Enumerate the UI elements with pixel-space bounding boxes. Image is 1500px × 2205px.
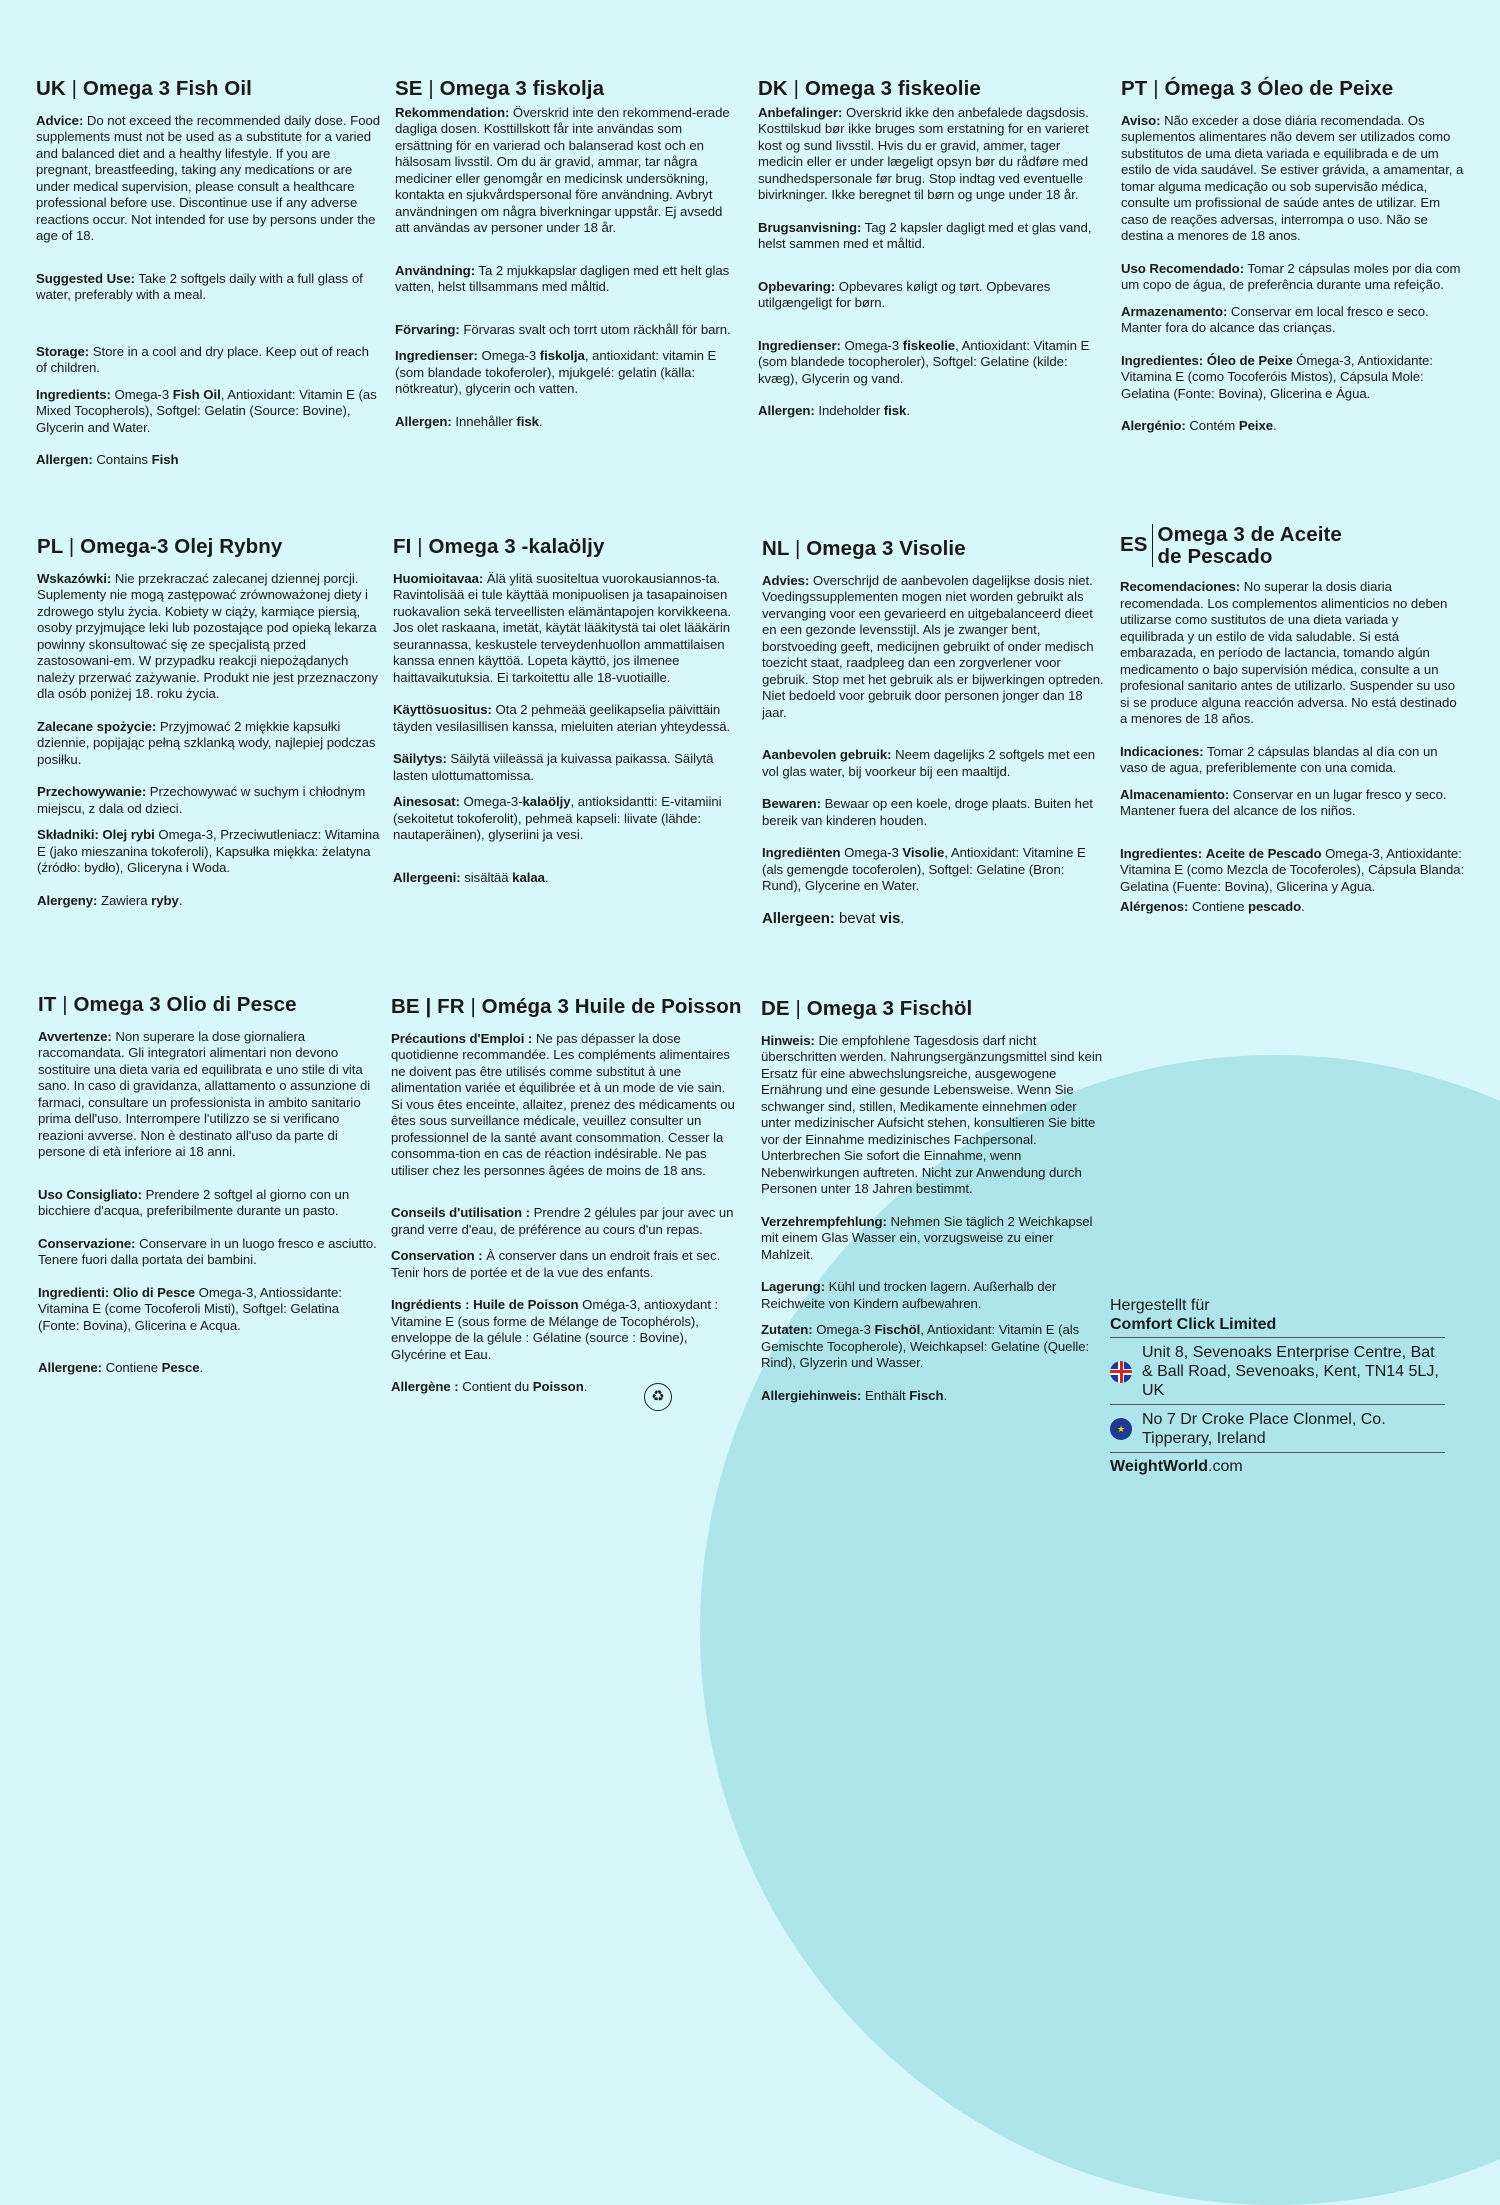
website[interactable]: WeightWorld.com: [1110, 1458, 1243, 1475]
panel-title: PL | Omega-3 Olej Rybny: [37, 535, 283, 558]
ingredients-section: Ingredientes: Aceite de Pescado Omega-3, Antioxidante: Vitamina E (como Mezcla de Tocoferoles), Cápsula Blanda: Gelatina (Fuente: Bovina), Glicerina y Agua.: [1120, 845, 1465, 894]
storage-section: Bewaren: Bewaar op een koele, droge plaats. Buiten het bereik van kinderen houden.: [762, 796, 1093, 828]
manufacturer-label: Hergestellt für: [1110, 1297, 1210, 1314]
use-section: Zalecane spożycie: Przyjmować 2 miękkie kapsułki dziennie, popijając pełną szklanką wody, najlepiej podczas posiłku.: [37, 718, 376, 767]
panel-nl: [762, 538, 1107, 927]
panel-title: PT | Ómega 3 Óleo de Peixe: [1121, 77, 1394, 100]
allergen-section: Allergen: Contains Fish: [36, 452, 179, 468]
advice-section: Avvertenze: Non superare la dose giornaliera raccomandata. Gli integratori alimentari non devono sostituire una dieta varia ed equilibrata e uno stile di vita sano. In caso di gravidanza, allattamento o assunzione di farmaci, consultare un professionista in ambito sanitario prima dell'uso. Interrompere l'utilizzo se si verificano reazioni avverse. Non è destinato all'uso da parte di persone di età inferiore ai 18 anni.: [38, 1028, 371, 1160]
allergen-section: Alérgenos: Contiene pescado.: [1120, 899, 1305, 915]
uk-flag-icon: [1110, 1361, 1132, 1383]
ingredients-section: Ingredienser: Omega-3 fiskeolie, Antioxidant: Vitamin E (som blandede tocopheroler), Softgel: Gelatine (kilde: kvæg), Glycerin og vand.: [758, 337, 1090, 386]
allergen-section: Allergeeni: sisältää kalaa.: [393, 869, 549, 885]
ingredients-section: Ainesosat: Omega-3-kalaöljy, antioksidantti: E-vitamiini (sekoitetut tokoferolit), pehmeä kapseli: liivate (lähde: nautaperäinen), glyseriini ja vesi.: [393, 794, 722, 843]
ingredients-section: Ingrédients : Huile de Poisson Oméga-3, antioxydant : Vitamine E (sous forme de Mélange de Tocophérols), enveloppe de la gélule : Gélatine (source : Bovine), Glycérine et Eau.: [391, 1297, 719, 1362]
panel-dk: [758, 78, 1103, 420]
use-section: Indicaciones: Tomar 2 cápsulas blandas al día con un vaso de agua, preferiblemente con una comida.: [1120, 743, 1438, 776]
advice-section: Recomendaciones: No superar la dosis diaria recomendada. Los complementos alimenticios no deben utilizarse como sustitutos de una dieta variada y equilibrada y un estilo de vida saludable. Si está embarazada, en período de lactancia, tomando algún medicamento o bajo supervisión médica, consulte a un profesional sanitario antes de utilizarlo. Suspender su uso si se produce alguna reacción adversa. No está destinado a menores de 18 años.: [1120, 579, 1457, 727]
advice-section: Aviso: Não exceder a dose diária recomendada. Os suplementos alimentares não devem ser utilizados como substitutos de uma dieta variada e equilibrada e de um estilo de vida saudável. Se estiver grávida, a amamentar, a tomar alguma medicação ou sob supervisão médica, consulte um profissional de saúde antes de utilizar. Em caso de reações adversas, interrompa o uso. Não se destina a menores de 18 anos.: [1121, 112, 1464, 244]
allergen-section: Allergen: Innehåller fisk.: [395, 413, 543, 429]
panel-es: [1120, 524, 1465, 916]
storage-section: Storage: Store in a cool and dry place. Keep out of reach of children.: [36, 343, 369, 376]
storage-section: Säilytys: Säilytä viileässä ja kuivassa paikassa. Säilytä lasten ulottumattomissa.: [393, 751, 714, 783]
allergen-section: Allergeen: bevat vis.: [762, 909, 905, 927]
panel-title: DE | Omega 3 Fischöl: [761, 997, 973, 1020]
ingredients-section: Ingredienser: Omega-3 fiskolja, antioxidant: vitamin E (som blandade tokoferoler), mjukgelé: gelatin (källa: nötkreatur), glycerin och vatten.: [395, 348, 717, 397]
panel-uk: [36, 78, 381, 469]
panel-title: NL | Omega 3 Visolie: [762, 537, 966, 560]
panel-title: IT | Omega 3 Olio di Pesce: [38, 993, 297, 1016]
ingredients-section: Ingrediënten Omega-3 Visolie, Antioxidant: Vitamine E (als gemengde tocoferolen), Softgel: Gelatine (Bron: Rund), Glycerine en Water.: [762, 845, 1086, 894]
panel-title: UK | Omega 3 Fish Oil: [36, 77, 252, 100]
advice-section: Advice: Do not exceed the recommended daily dose. Food supplements must not be used as a substitute for a varied and balanced diet and a healthy lifestyle. If you are pregnant, breastfeeding, taking any medications or are under medical supervision, please consult a healthcare professional before use. Discontinue use if any adverse reactions occur. Not intended for use by persons under the age of 18.: [36, 112, 381, 244]
advice-section: Rekommendation: Överskrid inte den rekommend-erade dagliga dosen. Kosttillskott får inte användas som ersättning för en varierad och balanserad kost och en hälsosam livsstil. Om du är gravid, ammar, tar några mediciner eller genomgår en medicinsk undersökning, kontakta en sjukvårdspersonal före användning. Avbryt användningen om några biverkningar uppstår. Ej avsedd att användas av personer under 18 år.: [395, 104, 730, 236]
storage-section: Przechowywanie: Przechowywać w suchym i chłodnym miejscu, z dala od dzieci.: [37, 784, 366, 816]
allergen-section: Allergène : Contient du Poisson.: [391, 1379, 588, 1395]
panel-fr: [391, 995, 742, 1396]
panel-title: DK | Omega 3 fiskeolie: [758, 77, 981, 100]
use-section: Brugsanvisning: Tag 2 kapsler dagligt med et glas vand, helst sammen med et måltid.: [758, 219, 1092, 252]
panel-fi: [393, 536, 738, 886]
storage-section: Lagerung: Kühl und trocken lagern. Außerhalb der Reichweite von Kindern aufbewahren.: [761, 1279, 1057, 1311]
ingredients-section: Ingredients: Omega-3 Fish Oil, Antioxidant: Vitamin E (as Mixed Tocopherols), Softgel: Gelatin (Source: Bovine), Glycerin and Water.: [36, 386, 377, 435]
advice-section: Anbefalinger: Overskrid ikke den anbefalede dagsdosis. Kosttilskud bør ikke bruges som erstatning for en varieret kost og sund livsstil. Hvis du er gravid, ammer, tager medicin eller er under lægeligt opsyn bør du rådføre med sundhedspersonale før brug. Stop indtag ved eventuelle bivirkninger. Ikke beregnet til børn og unge under 18 år.: [758, 104, 1089, 203]
panel-se: [395, 78, 740, 430]
panel-title: SE | Omega 3 fiskolja: [395, 77, 605, 100]
advice-section: Hinweis: Die empfohlene Tagesdosis darf nicht überschritten werden. Nahrungsergänzungsmittel sind kein Ersatz für eine abwechslungsreiche, ausgewogene Ernährung und eine gesunde Lebensweise. Wenn Sie schwanger sind, stillen, Medikamente einnehmen oder unter medizinischer Aufsicht stehen, konsultieren Sie bitte vor der Einnahme medizinisches Fachpersonal. Unterbrechen Sie sofort die Einnahme, wenn Nebenwirkungen auftreten. Nicht zur Anwendung durch Personen unter 18 Jahren bestimmt.: [761, 1032, 1102, 1197]
use-section: Verzehrempfehlung: Nehmen Sie täglich 2 Weichkapsel mit einem Glas Wasser ein, vorzugsweise zu einer Mahlzeit.: [761, 1213, 1093, 1262]
allergen-section: Allergen: Indeholder fisk.: [758, 403, 910, 419]
panel-title: ES Omega 3 de Aceite de Pescado: [1120, 523, 1342, 568]
storage-section: Conservazione: Conservare in un luogo fresco e asciutto. Tenere fuori dalla portata dei bambini.: [38, 1235, 377, 1268]
allergen-section: Alergeny: Zawiera ryby.: [37, 892, 183, 908]
ingredients-section: Ingredienti: Olio di Pesce Omega-3, Antiossidante: Vitamina E (come Tocoferoli Misti), Softgel: Gelatina (Fonte: Bovina), Glicerina e Acqua.: [38, 1284, 342, 1333]
use-section: Suggested Use: Take 2 softgels daily with a full glass of water, preferably with a meal.: [36, 270, 363, 303]
ingredients-section: Ingredientes: Óleo de Peixe Ómega-3, Antioxidante: Vitamina E (como Tocoferóis Mistos), Cápsula Mole: Gelatina (Fonte: Bovina), Glicerina e Água.: [1121, 352, 1433, 401]
advice-section: Huomioitavaa: Älä ylitä suositeltua vuorokausiannos-ta. Ravintolisää ei tule käyttää monipuolisen ja tasapainoisen ruokavalion sekä terveellisten elämäntapojen korvikkeena. Jos olet raskaana, imetät, käytät lääkitystä tai olet lääkärin seurannassa, keskustele terveydenhuollon ammattilaisen kanssa ennen käyttöä. Lopeta käyttö, jos ilmenee haittavaikutuksia. Ei tarkoitettu alle 18-vuotiaille.: [393, 570, 732, 685]
panel-de: [761, 998, 1106, 1404]
company-name: Comfort Click Limited: [1110, 1315, 1445, 1338]
panel-it: [38, 994, 383, 1377]
uk-address: Unit 8, Sevenoaks Enterprise Centre, Bat & Ball Road, Sevenoaks, Kent, TN14 5LJ, UK: [1142, 1344, 1439, 1399]
ingredients-section: Zutaten: Omega-3 Fischöl, Antioxidant: Vitamin E (als Gemischte Tocopherole), Weichkapsel: Gelatine (Quelle: Rind), Glyzerin und Wasser.: [761, 1322, 1090, 1371]
storage-section: Förvaring: Förvaras svalt och torrt utom räckhåll för barn.: [395, 321, 731, 337]
ie-address-row: [1110, 1405, 1445, 1453]
uk-address-row: [1110, 1338, 1445, 1405]
panel-title: FI | Omega 3 -kalaöljy: [393, 535, 605, 558]
panel-title: BE | FR | Oméga 3 Huile de Poisson: [391, 995, 742, 1018]
ie-address: No 7 Dr Croke Place Clonmel, Co. Tipperary, Ireland: [1142, 1411, 1386, 1447]
storage-section: Opbevaring: Opbevares køligt og tørt. Opbevares utilgængeligt for børn.: [758, 278, 1051, 311]
eu-flag-icon: ★: [1110, 1418, 1132, 1440]
allergen-section: Allergiehinweis: Enthält Fisch.: [761, 1387, 948, 1403]
use-section: Aanbevolen gebruik: Neem dagelijks 2 softgels met een vol glas water, bij voorkeur bij een maaltijd.: [762, 747, 1096, 779]
allergen-section: Alergénio: Contém Peixe.: [1121, 418, 1277, 434]
advice-section: Advies: Overschrijd de aanbevolen dagelijkse dosis niet. Voedingssupplementen mogen niet worden gebruikt als vervanging voor een gevarieerd en uitgebalanceerd dieet en een gezonde levensstijl. Als je zwanger bent, borstvoeding geeft, medicijnen gebruikt of onder medisch toezicht staat, raadpleeg dan een zorgverlener voor gebruik. Stop met het gebruik als er bijwerkingen optreden. Niet bedoeld voor gebruik door personen jonger dan 18 jaar.: [762, 572, 1104, 720]
use-section: Conseils d'utilisation : Prendre 2 gélules par jour avec un grand verre d'eau, de préférence au cours d'un repas.: [391, 1205, 734, 1237]
ingredients-section: Składniki: Olej rybi Omega-3, Przeciwutleniacz: Witamina E (jako mieszanina tokoferoli), Kapsułka miękka: żelatyna (źródło: bydło), Gliceryna i Woda.: [37, 827, 380, 876]
use-section: Uso Recomendado: Tomar 2 cápsulas moles por dia com um copo de água, de preferência durante uma refeição.: [1121, 260, 1461, 293]
panel-pl: [37, 536, 382, 909]
advice-section: Précautions d'Emploi : Ne pas dépasser la dose quotidienne recommandée. Les compléments alimentaires ne doivent pas être utilisés comme substitut à une alimentation variée et équilibrée et à un mode de vie sain. Si vous êtes enceinte, allaitez, prenez des médicaments ou êtes sous surveillance médicale, veuillez consulter un professionnel de la santé avant consommation. Cesser la consomma-tion en cas de réaction indésirable. Ne pas utiliser chez les personnes âgées de moins de 18 ans.: [391, 1030, 735, 1178]
use-section: Käyttösuositus: Ota 2 pehmeää geelikapselia päivittäin täyden vesilasillisen kanssa, mieluiten aterian yhteydessä.: [393, 702, 731, 734]
recycle-icon: ♻: [644, 1383, 672, 1411]
manufacturer-block: [1110, 1296, 1445, 1476]
use-section: Användning: Ta 2 mjukkapslar dagligen med ett helt glas vatten, helst tillsammans med måltid.: [395, 262, 730, 295]
panel-pt: [1121, 78, 1466, 435]
storage-section: Almacenamiento: Conservar en un lugar fresco y seco. Mantener fuera del alcance de los niños.: [1120, 786, 1447, 819]
use-section: Uso Consigliato: Prendere 2 softgel al giorno con un bicchiere d'acqua, preferibilmente durante un pasto.: [38, 1186, 350, 1219]
advice-section: Wskazówki: Nie przekraczać zalecanej dziennej porcji. Suplementy nie mogą zastępować zrównoważonej diety i zdrowego stylu życia. Kobiety w ciąży, karmiące piersią, osoby przyjmujące leki lub pozostające pod opieką lekarza powinny skonsultować się ze specjalistą przed zastosowani-em. W przypadku reakcji niepożądanych należy przerwać zażywanie. Produkt nie jest przeznaczony dla osób poniżej 18. roku życia.: [37, 570, 378, 702]
storage-section: Conservation : À conserver dans un endroit frais et sec. Tenir hors de portée et de la vue des enfants.: [391, 1248, 721, 1280]
storage-section: Armazenamento: Conservar em local fresco e seco. Manter fora do alcance das crianças.: [1121, 303, 1429, 336]
allergen-section: Allergene: Contiene Pesce.: [38, 1360, 204, 1376]
